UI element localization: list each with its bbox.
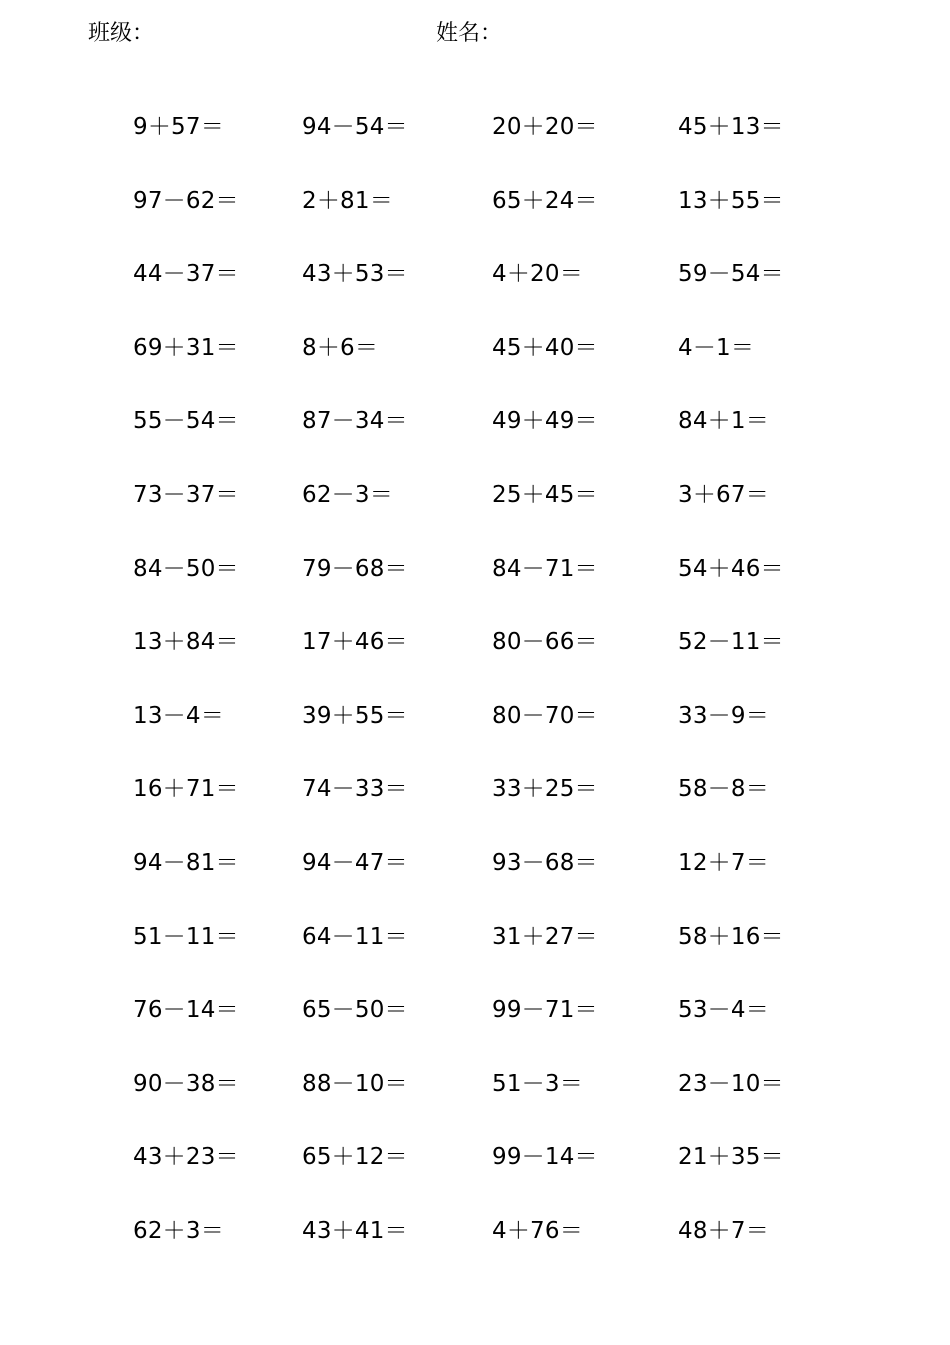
math-problem: 4－1＝ bbox=[678, 335, 755, 361]
math-problem: 76－14＝ bbox=[133, 997, 239, 1023]
math-problem: 49＋49＝ bbox=[492, 408, 598, 434]
math-problem: 93－68＝ bbox=[492, 850, 598, 876]
math-problem: 58－8＝ bbox=[678, 776, 769, 802]
name-label: 姓名： bbox=[436, 21, 503, 46]
math-problem: 53－4＝ bbox=[678, 997, 769, 1023]
math-problem: 39＋55＝ bbox=[302, 703, 408, 729]
math-problem: 17＋46＝ bbox=[302, 629, 408, 655]
math-problem: 55－54＝ bbox=[133, 408, 239, 434]
math-problem: 45＋13＝ bbox=[678, 114, 784, 140]
math-problem: 45＋40＝ bbox=[492, 335, 598, 361]
math-problem: 21＋35＝ bbox=[678, 1144, 784, 1170]
math-problem: 44－37＝ bbox=[133, 261, 239, 287]
math-problem: 94－81＝ bbox=[133, 850, 239, 876]
math-problem: 8＋6＝ bbox=[302, 335, 379, 361]
math-problem: 59－54＝ bbox=[678, 261, 784, 287]
math-problem: 84－50＝ bbox=[133, 556, 239, 582]
math-problem: 62－3＝ bbox=[302, 482, 393, 508]
math-problem: 94－54＝ bbox=[302, 114, 408, 140]
math-problem: 51－11＝ bbox=[133, 924, 239, 950]
math-problem: 99－71＝ bbox=[492, 997, 598, 1023]
math-problem: 80－66＝ bbox=[492, 629, 598, 655]
math-problem: 65－50＝ bbox=[302, 997, 408, 1023]
math-problem: 43＋53＝ bbox=[302, 261, 408, 287]
math-problem: 20＋20＝ bbox=[492, 114, 598, 140]
math-problem: 73－37＝ bbox=[133, 482, 239, 508]
math-problem: 52－11＝ bbox=[678, 629, 784, 655]
math-problem: 13－4＝ bbox=[133, 703, 224, 729]
math-problem: 84＋1＝ bbox=[678, 408, 769, 434]
math-problem: 74－33＝ bbox=[302, 776, 408, 802]
math-problem: 51－3＝ bbox=[492, 1071, 583, 1097]
class-label: 班级： bbox=[88, 21, 155, 46]
math-problem: 64－11＝ bbox=[302, 924, 408, 950]
math-problem: 65＋12＝ bbox=[302, 1144, 408, 1170]
math-problem: 12＋7＝ bbox=[678, 850, 769, 876]
math-problem: 84－71＝ bbox=[492, 556, 598, 582]
math-problem: 54＋46＝ bbox=[678, 556, 784, 582]
math-problem: 90－38＝ bbox=[133, 1071, 239, 1097]
math-problem: 79－68＝ bbox=[302, 556, 408, 582]
math-problem: 33＋25＝ bbox=[492, 776, 598, 802]
math-problem: 62＋3＝ bbox=[133, 1218, 224, 1244]
math-problem: 99－14＝ bbox=[492, 1144, 598, 1170]
math-problem: 97－62＝ bbox=[133, 188, 239, 214]
math-problem: 80－70＝ bbox=[492, 703, 598, 729]
math-problem: 4＋76＝ bbox=[492, 1218, 583, 1244]
math-problem: 65＋24＝ bbox=[492, 188, 598, 214]
math-problem: 88－10＝ bbox=[302, 1071, 408, 1097]
math-problem: 43＋23＝ bbox=[133, 1144, 239, 1170]
math-problem: 9＋57＝ bbox=[133, 114, 224, 140]
math-problem: 13＋55＝ bbox=[678, 188, 784, 214]
math-problem: 23－10＝ bbox=[678, 1071, 784, 1097]
math-problem: 25＋45＝ bbox=[492, 482, 598, 508]
math-problem: 16＋71＝ bbox=[133, 776, 239, 802]
math-problem: 33－9＝ bbox=[678, 703, 769, 729]
math-problem: 69＋31＝ bbox=[133, 335, 239, 361]
math-problem: 13＋84＝ bbox=[133, 629, 239, 655]
math-problem: 31＋27＝ bbox=[492, 924, 598, 950]
math-problem: 3＋67＝ bbox=[678, 482, 769, 508]
math-problem: 2＋81＝ bbox=[302, 188, 393, 214]
math-problem: 4＋20＝ bbox=[492, 261, 583, 287]
math-problem: 48＋7＝ bbox=[678, 1218, 769, 1244]
math-problem: 43＋41＝ bbox=[302, 1218, 408, 1244]
math-problem: 58＋16＝ bbox=[678, 924, 784, 950]
math-problem: 87－34＝ bbox=[302, 408, 408, 434]
math-problem: 94－47＝ bbox=[302, 850, 408, 876]
